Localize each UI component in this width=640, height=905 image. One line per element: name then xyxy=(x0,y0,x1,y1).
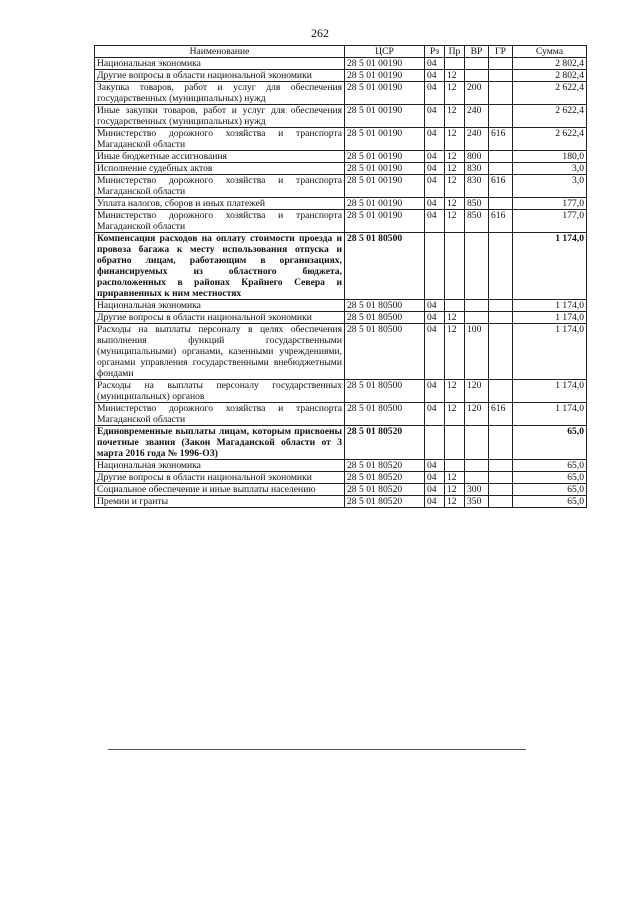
cell-pr xyxy=(445,58,465,70)
cell-code: 28 5 01 80500 xyxy=(345,403,425,426)
cell-gr xyxy=(489,300,513,312)
table-row xyxy=(95,58,587,70)
table-row xyxy=(95,460,587,472)
cell-code: 28 5 01 00190 xyxy=(345,128,425,151)
cell-sum: 3,0 xyxy=(513,163,587,175)
cell-vr: 200 xyxy=(465,82,489,105)
cell-rz: 04 xyxy=(425,105,445,128)
table-row xyxy=(95,380,587,403)
table-body xyxy=(95,58,587,508)
table-row xyxy=(95,312,587,324)
budget-table xyxy=(94,45,587,508)
cell-code: 28 5 01 00190 xyxy=(345,163,425,175)
cell-vr: 800 xyxy=(465,151,489,163)
cell-vr: 240 xyxy=(465,105,489,128)
cell-pr: 12 xyxy=(445,484,465,496)
header-gr: ГР xyxy=(489,46,513,58)
bottom-divider xyxy=(108,749,526,750)
cell-rz: 04 xyxy=(425,198,445,210)
cell-code: 28 5 01 80520 xyxy=(345,484,425,496)
header-code: ЦСР xyxy=(345,46,425,58)
cell-name: Министерство дорожного хозяйства и транспорта Магаданской области xyxy=(95,210,345,233)
cell-sum: 177,0 xyxy=(513,198,587,210)
cell-gr xyxy=(489,198,513,210)
cell-pr: 12 xyxy=(445,198,465,210)
cell-gr xyxy=(489,324,513,380)
header-rz: Рз xyxy=(425,46,445,58)
cell-rz: 04 xyxy=(425,163,445,175)
cell-code: 28 5 01 00190 xyxy=(345,210,425,233)
cell-code: 28 5 01 80500 xyxy=(345,380,425,403)
cell-gr xyxy=(489,460,513,472)
cell-sum: 65,0 xyxy=(513,460,587,472)
cell-code: 28 5 01 80520 xyxy=(345,426,425,460)
header-name: Наименование xyxy=(95,46,345,58)
cell-name: Премии и гранты xyxy=(95,496,345,508)
cell-vr xyxy=(465,233,489,300)
table-row xyxy=(95,403,587,426)
cell-gr xyxy=(489,70,513,82)
cell-sum: 2 622,4 xyxy=(513,128,587,151)
cell-rz: 04 xyxy=(425,210,445,233)
cell-code: 28 5 01 00190 xyxy=(345,70,425,82)
cell-sum: 177,0 xyxy=(513,210,587,233)
cell-pr xyxy=(445,300,465,312)
cell-pr: 12 xyxy=(445,324,465,380)
cell-rz: 04 xyxy=(425,312,445,324)
cell-code: 28 5 01 00190 xyxy=(345,58,425,70)
cell-name: Исполнение судебных актов xyxy=(95,163,345,175)
cell-sum: 65,0 xyxy=(513,484,587,496)
table-row xyxy=(95,210,587,233)
cell-name: Компенсация расходов на оплату стоимости проезда и провоза багажа к месту использования отпуска и обратно лицам, работающим в организациях, финансируемых из областного бюджета, расположенных в районах Крайнего Севера и приравненных к ним местностях xyxy=(95,233,345,300)
cell-name: Национальная экономика xyxy=(95,300,345,312)
cell-sum: 2 802,4 xyxy=(513,70,587,82)
table-header-row xyxy=(95,46,587,58)
cell-name: Расходы на выплаты персоналу в целях обеспечения выполнения функций государственными (муниципальными) органами, казенными учреждениями, органами управления государственными внебюджетными фондами xyxy=(95,324,345,380)
cell-vr: 830 xyxy=(465,175,489,198)
cell-gr xyxy=(489,105,513,128)
cell-vr xyxy=(465,460,489,472)
cell-name: Министерство дорожного хозяйства и транспорта Магаданской области xyxy=(95,403,345,426)
cell-code: 28 5 01 80500 xyxy=(345,300,425,312)
cell-name: Уплата налогов, сборов и иных платежей xyxy=(95,198,345,210)
cell-vr: 350 xyxy=(465,496,489,508)
cell-name: Другие вопросы в области национальной экономики xyxy=(95,70,345,82)
table-row xyxy=(95,233,587,300)
cell-sum: 180,0 xyxy=(513,151,587,163)
cell-rz: 04 xyxy=(425,380,445,403)
cell-gr: 616 xyxy=(489,175,513,198)
cell-vr xyxy=(465,472,489,484)
page-number: 262 xyxy=(311,26,329,40)
cell-pr xyxy=(445,233,465,300)
cell-gr xyxy=(489,151,513,163)
cell-code: 28 5 01 00190 xyxy=(345,151,425,163)
cell-pr: 12 xyxy=(445,163,465,175)
cell-pr: 12 xyxy=(445,82,465,105)
cell-name: Национальная экономика xyxy=(95,58,345,70)
cell-rz: 04 xyxy=(425,300,445,312)
cell-gr xyxy=(489,163,513,175)
cell-rz: 04 xyxy=(425,472,445,484)
cell-vr xyxy=(465,70,489,82)
cell-gr xyxy=(489,233,513,300)
table-row xyxy=(95,198,587,210)
cell-gr xyxy=(489,426,513,460)
cell-vr xyxy=(465,300,489,312)
cell-gr xyxy=(489,312,513,324)
cell-name: Другие вопросы в области национальной экономики xyxy=(95,472,345,484)
cell-name: Министерство дорожного хозяйства и транспорта Магаданской области xyxy=(95,128,345,151)
table-row xyxy=(95,496,587,508)
cell-rz: 04 xyxy=(425,151,445,163)
cell-gr xyxy=(489,496,513,508)
cell-code: 28 5 01 80520 xyxy=(345,472,425,484)
header-pr: Пр xyxy=(445,46,465,58)
cell-vr: 850 xyxy=(465,198,489,210)
cell-vr: 850 xyxy=(465,210,489,233)
cell-pr: 12 xyxy=(445,312,465,324)
cell-pr: 12 xyxy=(445,403,465,426)
table-row xyxy=(95,151,587,163)
cell-sum: 65,0 xyxy=(513,426,587,460)
cell-gr: 616 xyxy=(489,403,513,426)
table-row xyxy=(95,128,587,151)
cell-rz: 04 xyxy=(425,496,445,508)
cell-sum: 2 622,4 xyxy=(513,105,587,128)
cell-vr: 120 xyxy=(465,380,489,403)
cell-sum: 2 802,4 xyxy=(513,58,587,70)
table-row xyxy=(95,324,587,380)
cell-code: 28 5 01 80520 xyxy=(345,460,425,472)
cell-vr xyxy=(465,312,489,324)
cell-code: 28 5 01 80500 xyxy=(345,324,425,380)
cell-pr: 12 xyxy=(445,128,465,151)
cell-name: Расходы на выплаты персоналу государственных (муниципальных) органов xyxy=(95,380,345,403)
cell-code: 28 5 01 00190 xyxy=(345,105,425,128)
cell-code: 28 5 01 00190 xyxy=(345,82,425,105)
table-row xyxy=(95,484,587,496)
cell-gr: 616 xyxy=(489,128,513,151)
cell-pr xyxy=(445,426,465,460)
cell-sum: 1 174,0 xyxy=(513,324,587,380)
cell-gr: 616 xyxy=(489,210,513,233)
cell-sum: 65,0 xyxy=(513,496,587,508)
cell-sum: 1 174,0 xyxy=(513,233,587,300)
cell-gr xyxy=(489,380,513,403)
cell-name: Иные закупки товаров, работ и услуг для обеспечения государственных (муниципальных) нужд xyxy=(95,105,345,128)
cell-sum: 1 174,0 xyxy=(513,380,587,403)
table-row xyxy=(95,426,587,460)
cell-vr xyxy=(465,426,489,460)
table-row xyxy=(95,163,587,175)
cell-sum: 3,0 xyxy=(513,175,587,198)
cell-sum: 1 174,0 xyxy=(513,300,587,312)
header-vr: ВР xyxy=(465,46,489,58)
table-row xyxy=(95,70,587,82)
cell-pr: 12 xyxy=(445,210,465,233)
table-row xyxy=(95,82,587,105)
table-row xyxy=(95,300,587,312)
cell-name: Социальное обеспечение и иные выплаты населению xyxy=(95,484,345,496)
cell-rz: 04 xyxy=(425,175,445,198)
cell-rz xyxy=(425,426,445,460)
cell-sum: 1 174,0 xyxy=(513,403,587,426)
cell-name: Закупка товаров, работ и услуг для обеспечения государственных (муниципальных) нужд xyxy=(95,82,345,105)
cell-vr: 300 xyxy=(465,484,489,496)
header-sum: Сумма xyxy=(513,46,587,58)
cell-pr: 12 xyxy=(445,175,465,198)
cell-name: Единовременные выплаты лицам, которым присвоены почетные звания (Закон Магаданской области от 3 марта 2016 года № 1996-ОЗ) xyxy=(95,426,345,460)
cell-rz: 04 xyxy=(425,70,445,82)
cell-rz: 04 xyxy=(425,58,445,70)
cell-gr xyxy=(489,58,513,70)
cell-rz: 04 xyxy=(425,324,445,380)
cell-name: Другие вопросы в области национальной экономики xyxy=(95,312,345,324)
table-row xyxy=(95,472,587,484)
cell-code: 28 5 01 00190 xyxy=(345,175,425,198)
cell-code: 28 5 01 80520 xyxy=(345,496,425,508)
cell-sum: 2 622,4 xyxy=(513,82,587,105)
cell-pr: 12 xyxy=(445,380,465,403)
cell-gr xyxy=(489,484,513,496)
cell-rz: 04 xyxy=(425,460,445,472)
cell-vr xyxy=(465,58,489,70)
cell-rz xyxy=(425,233,445,300)
cell-name: Национальная экономика xyxy=(95,460,345,472)
table-row xyxy=(95,175,587,198)
cell-code: 28 5 01 80500 xyxy=(345,233,425,300)
cell-rz: 04 xyxy=(425,82,445,105)
cell-gr xyxy=(489,472,513,484)
cell-pr xyxy=(445,460,465,472)
cell-vr: 120 xyxy=(465,403,489,426)
cell-name: Иные бюджетные ассигнования xyxy=(95,151,345,163)
cell-name: Министерство дорожного хозяйства и транспорта Магаданской области xyxy=(95,175,345,198)
cell-vr: 830 xyxy=(465,163,489,175)
cell-gr xyxy=(489,82,513,105)
cell-pr: 12 xyxy=(445,496,465,508)
cell-sum: 1 174,0 xyxy=(513,312,587,324)
cell-pr: 12 xyxy=(445,151,465,163)
cell-rz: 04 xyxy=(425,484,445,496)
cell-rz: 04 xyxy=(425,403,445,426)
cell-pr: 12 xyxy=(445,472,465,484)
cell-sum: 65,0 xyxy=(513,472,587,484)
cell-pr: 12 xyxy=(445,70,465,82)
cell-code: 28 5 01 00190 xyxy=(345,198,425,210)
cell-code: 28 5 01 80500 xyxy=(345,312,425,324)
cell-vr: 100 xyxy=(465,324,489,380)
cell-pr: 12 xyxy=(445,105,465,128)
table-row xyxy=(95,105,587,128)
cell-vr: 240 xyxy=(465,128,489,151)
cell-rz: 04 xyxy=(425,128,445,151)
